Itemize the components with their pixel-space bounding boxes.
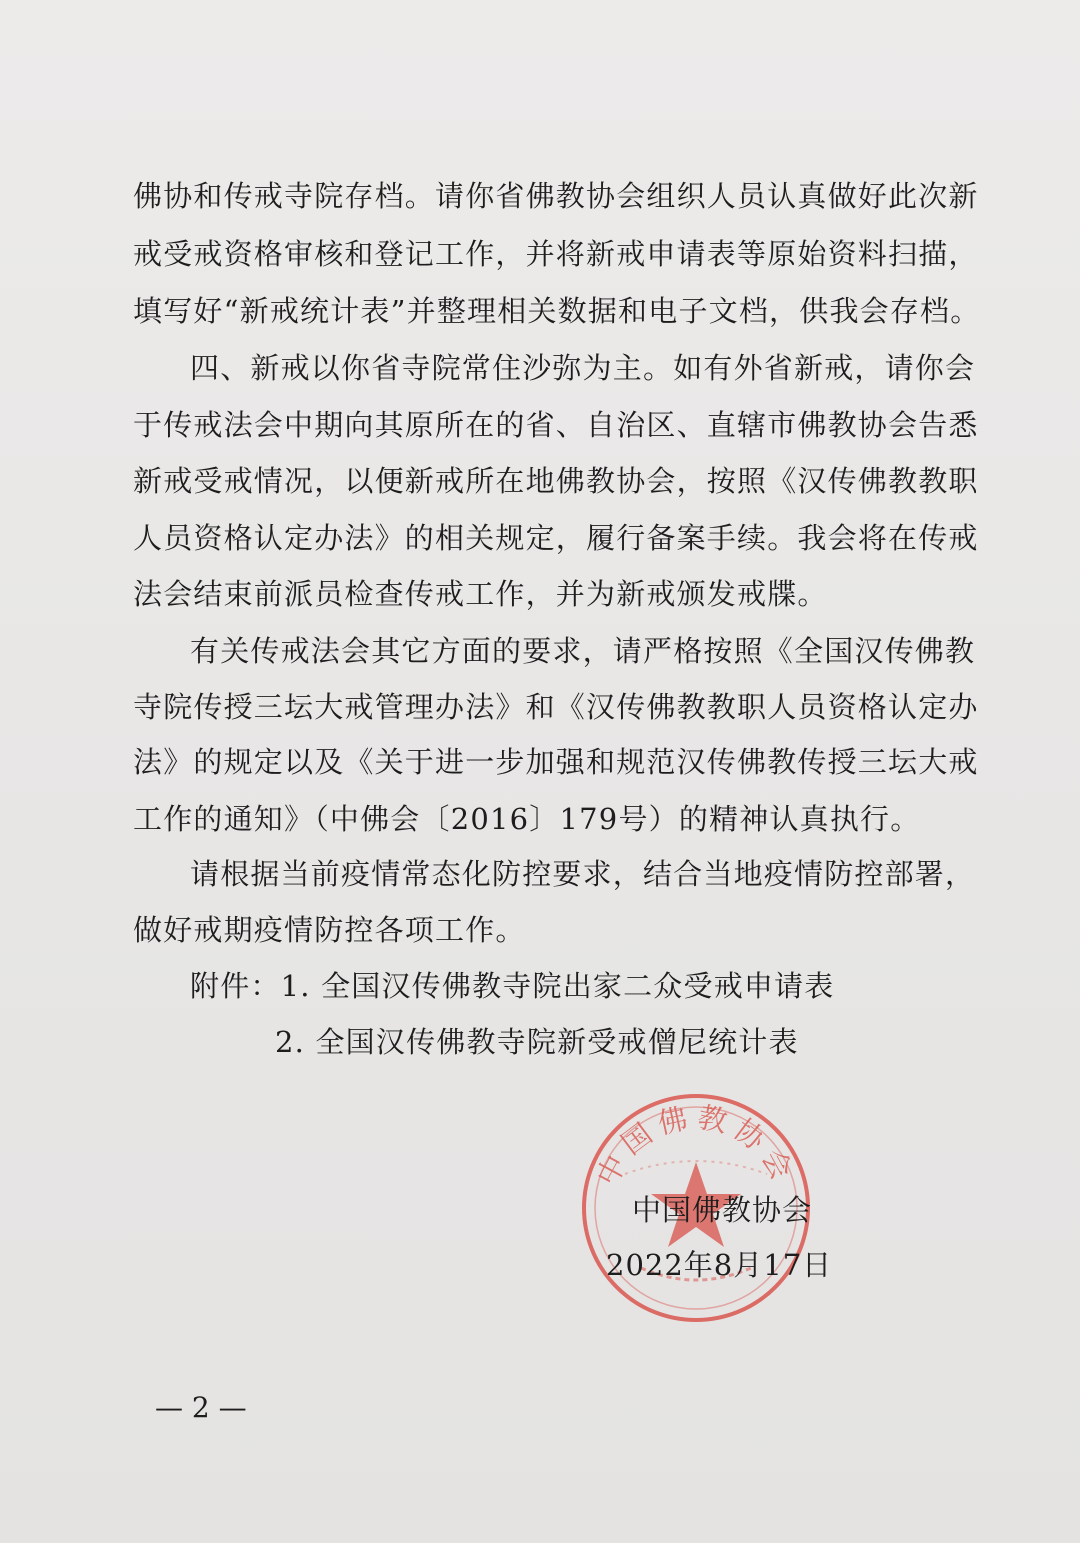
body-line-3: 填写好“新戒统计表”并整理相关数据和电子文档，供我会存档。 [133, 294, 981, 328]
body-line-1: 佛协和传戒寺院存档。请你省佛教协会组织人员认真做好此次新 [133, 179, 979, 213]
body-line-8: 法会结束前派员检查传戒工作，并为新戒颁发戒牒。 [133, 577, 828, 611]
body-line-12: 工作的通知》（中佛会〔2016〕179号）的精神认真执行。 [133, 802, 921, 836]
body-line-4: 四、新戒以你省寺院常住沙弥为主。如有外省新戒，请你会 [190, 351, 976, 385]
page-number: — 2 — [155, 1391, 247, 1424]
body-line-11: 法》的规定以及《关于进一步加强和规范汉传佛教传授三坛大戒 [133, 745, 979, 779]
body-line-5: 于传戒法会中期向其原所在的省、自治区、直辖市佛教协会告悉 [133, 408, 979, 442]
body-line-9: 有关传戒法会其它方面的要求，请严格按照《全国汉传佛教 [190, 634, 976, 668]
seal-top-text: 中国佛教协会 [589, 1099, 803, 1192]
attachment-line-1: 附件：1. 全国汉传佛教寺院出家二众受戒申请表 [190, 969, 835, 1003]
body-line-10: 寺院传授三坛大戒管理办法》和《汉传佛教教职人员资格认定办 [133, 690, 979, 724]
body-line-6: 新戒受戒情况，以便新戒所在地佛教协会，按照《汉传佛教教职 [133, 464, 979, 498]
body-line-13: 请根据当前疫情常态化防控要求，结合当地疫情防控部署， [190, 857, 976, 891]
body-line-7: 人员资格认定办法》的相关规定，履行备案手续。我会将在传戒 [133, 521, 979, 555]
body-line-14: 做好戒期疫情防控各项工作。 [133, 913, 526, 947]
attachment-line-2: 2. 全国汉传佛教寺院新受戒僧尼统计表 [275, 1025, 799, 1059]
signature-organization: 中国佛教协会 [632, 1193, 813, 1227]
body-line-2: 戒受戒资格审核和登记工作，并将新戒申请表等原始资料扫描， [133, 237, 979, 271]
signature-date: 2022年8月17日 [606, 1248, 833, 1282]
